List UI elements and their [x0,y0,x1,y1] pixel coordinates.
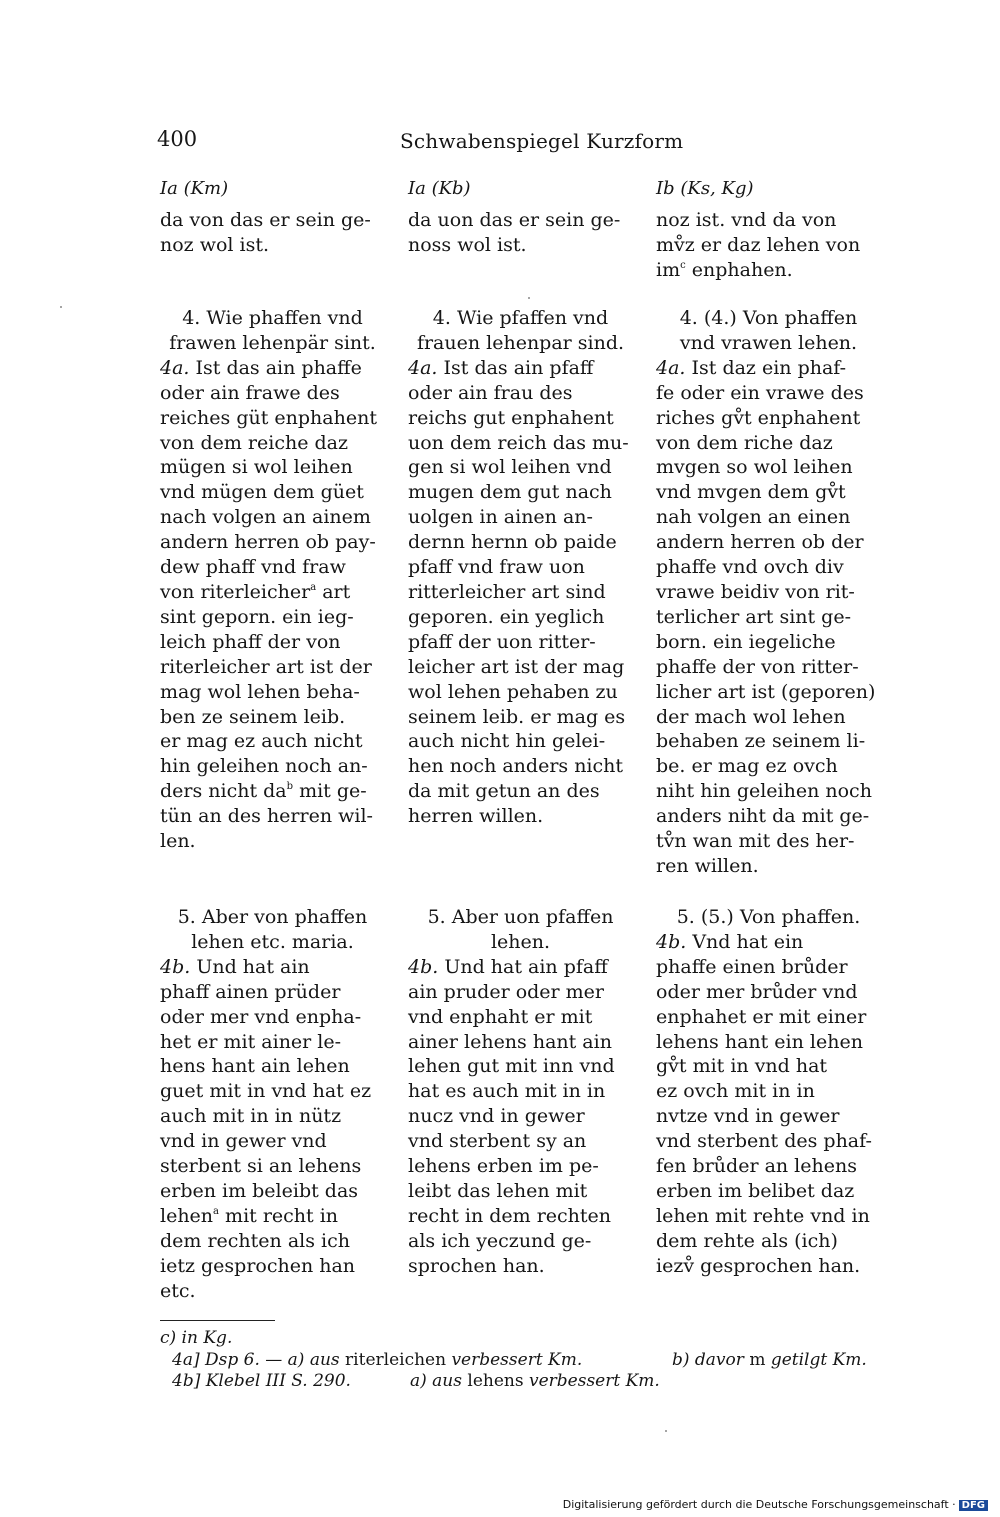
column-ib-ks-kg [656,177,881,283]
footnote-text: c) in [160,1328,204,1348]
footnote-4b-a [410,1371,660,1391]
section-5-km [160,905,385,1304]
footnote-4b [172,1371,351,1391]
footnote-text: Kg. [203,1328,233,1348]
text-run: Ist daz ein phaf- fe oder ein vrawe des riches gv̊t enphahent von dem riche daz mvgen so wol leihen vnd mvgen dem gv̊t nah volgen an einen andern herren ob der phaffe vnd ovch div vrawe beidiv von rit- terlicher art sint ge- born. ein iegeliche phaffe der von ritter- licher art ist (geporen) der mach wol lehen behaben ze seinem li- be. er mag ez ovch niht hin geleihen noch anders niht da mit ge- tv̊n wan mit des her- ren willen. [656,356,876,877]
footnote-text: lehens [467,1371,524,1391]
paragraph-label: 4b. [160,955,191,978]
section-text [408,356,633,829]
column-ia-kb [408,177,633,258]
footnote-text: verbessert Km. [446,1350,583,1370]
text-run: enphahen. [685,258,793,281]
footnote-marker: a [310,581,317,593]
footnote-text: verbessert Km. [523,1371,660,1391]
funding-note [563,1498,988,1511]
footnote-4a [172,1350,582,1370]
column-siglum: Ib (Ks, Kg) [656,178,754,199]
section-4-kb [408,306,633,829]
text-run: noz ist. vnd da von mv̊z er daz lehen von im [656,208,861,281]
section-text [656,356,881,879]
page-number: 400 [157,127,198,151]
scan-speck [60,306,62,308]
section-heading: 5. (5.) Von phaffen. [676,906,861,928]
section-heading: 5. Aber von phaffen lehen etc. maria. [177,906,368,953]
text-block: da von das er sein ge- noz wol ist. [160,208,371,256]
section-text [656,930,881,1279]
paragraph-label: 4b. [656,930,687,953]
text-block: da uon das er sein ge- noss wol ist. [408,208,621,256]
text-run: art sint geporn. ein ieg- leich phaff der von riterleicher art ist der mag wol lehen beha- ben ze seinem leib. er mag ez auch nicht hin geleihen noch an- ders nicht da [160,580,372,803]
footnote-text: m [749,1350,766,1370]
section-text [408,955,633,1279]
section-4-km [160,306,385,854]
paragraph-label: 4a. [160,356,190,379]
section-5-ks-kg [656,905,881,1279]
section-heading: 5. Aber uon pfaffen lehen. [427,906,614,953]
footnote-c [160,1328,232,1348]
dfg-logo: DFG [959,1500,988,1511]
column-ia-km [160,177,385,258]
text-run: Und hat ain phaff ainen prüder oder mer vnd enpha- het er mit ainer le- hens hant ain lehen guet mit in vnd hat ez auch mit in in nütz vnd in gewer vnd sterbent si an lehens erben im beleibt das lehen [160,955,372,1227]
section-heading: 4. (4.) Von phaffen vnd vrawen lehen. [679,307,858,354]
scan-speck [528,297,530,299]
paragraph-label: 4b. [408,955,439,978]
footnote-text: riterleichen [345,1350,447,1370]
text-run: Ist das ain phaffe oder ain frawe des reiches güt enphahent von dem reiche daz mügen si wol leihen vnd mügen dem güet nach volgen an ainem andern herren ob pay- dew phaff vnd fraw von riterleicher [160,356,377,603]
text-run: Ist das ain pfaff oder ain frau des reichs gut enphahent uon dem reich das mu- gen si wol leihen vnd mugen dem gut nach uolgen in ainen an- dernn hernn ob paide pfaff vnd fraw uon ritterleicher art sind geporen. ein yeglich pfaff der uon ritter- leicher art ist der mag wol lehen pehaben zu seinem leib. er mag es auch nicht hin gelei- hen noch anders nicht da mit getun an des herren willen. [408,356,629,828]
footnote-marker: c [680,259,686,271]
section-heading: 4. Wie phaffen vnd frawen lehenpär sint. [169,307,376,354]
scan-speck [665,1430,667,1432]
footnote-marker: a [213,1205,220,1217]
paragraph-label: 4a. [656,356,686,379]
running-title: Schwabenspiegel Kurzform [400,129,684,153]
paragraph-label: 4a. [408,356,438,379]
section-text [160,356,385,854]
footnote-4a-b [672,1350,867,1370]
text-run: mit ge- tün an des herren wil- len. [160,780,373,853]
footnote-text: getilgt Km. [765,1350,867,1370]
text-run: Vnd hat ein phaffe einen brůder oder mer brůder vnd enphahet er mit einer lehens hant ein lehen gv̊t mit in vnd hat ez ovch mit in in nvtze vnd in gewer vnd sterbent des phaf- fen brůder an lehens erben im belibet daz lehen mit rehte vnd in dem rehte als (ich) iezv̊ gesprochen han. [656,930,872,1277]
text-run: Und hat ain pfaff ain pruder oder mer vnd enphaht er mit ainer lehens hant ain lehen gut mit inn vnd hat es auch mit in in nucz vnd in gewer vnd sterbent sy an lehens erben im pe- leibt das lehen mit recht in dem rechten als ich yeczund ge- sprochen han. [408,955,615,1277]
footnote-marker: b [286,781,294,793]
section-5-kb [408,905,633,1279]
footnote-text: 4b] Klebel III S. 290. [172,1371,351,1391]
text-block [656,208,881,283]
section-heading: 4. Wie pfaffen vnd frauen lehenpar sind. [416,307,625,354]
funding-text: Digitalisierung gefördert durch die Deutsche Forschungsgemeinschaft · [562,1498,956,1511]
section-text [160,955,385,1304]
footnote-text: 4a] Dsp 6. — a) aus [172,1350,346,1370]
footnote-text: a) aus [410,1371,468,1391]
footnote-rule [160,1320,275,1321]
section-4-ks-kg [656,306,881,879]
text-run: mit recht in dem rechten als ich ietz gesprochen han etc. [160,1204,356,1302]
column-siglum: Ia (Kb) [408,178,471,199]
footnote-text: b) davor [672,1350,750,1370]
column-siglum: Ia (Km) [160,178,229,199]
